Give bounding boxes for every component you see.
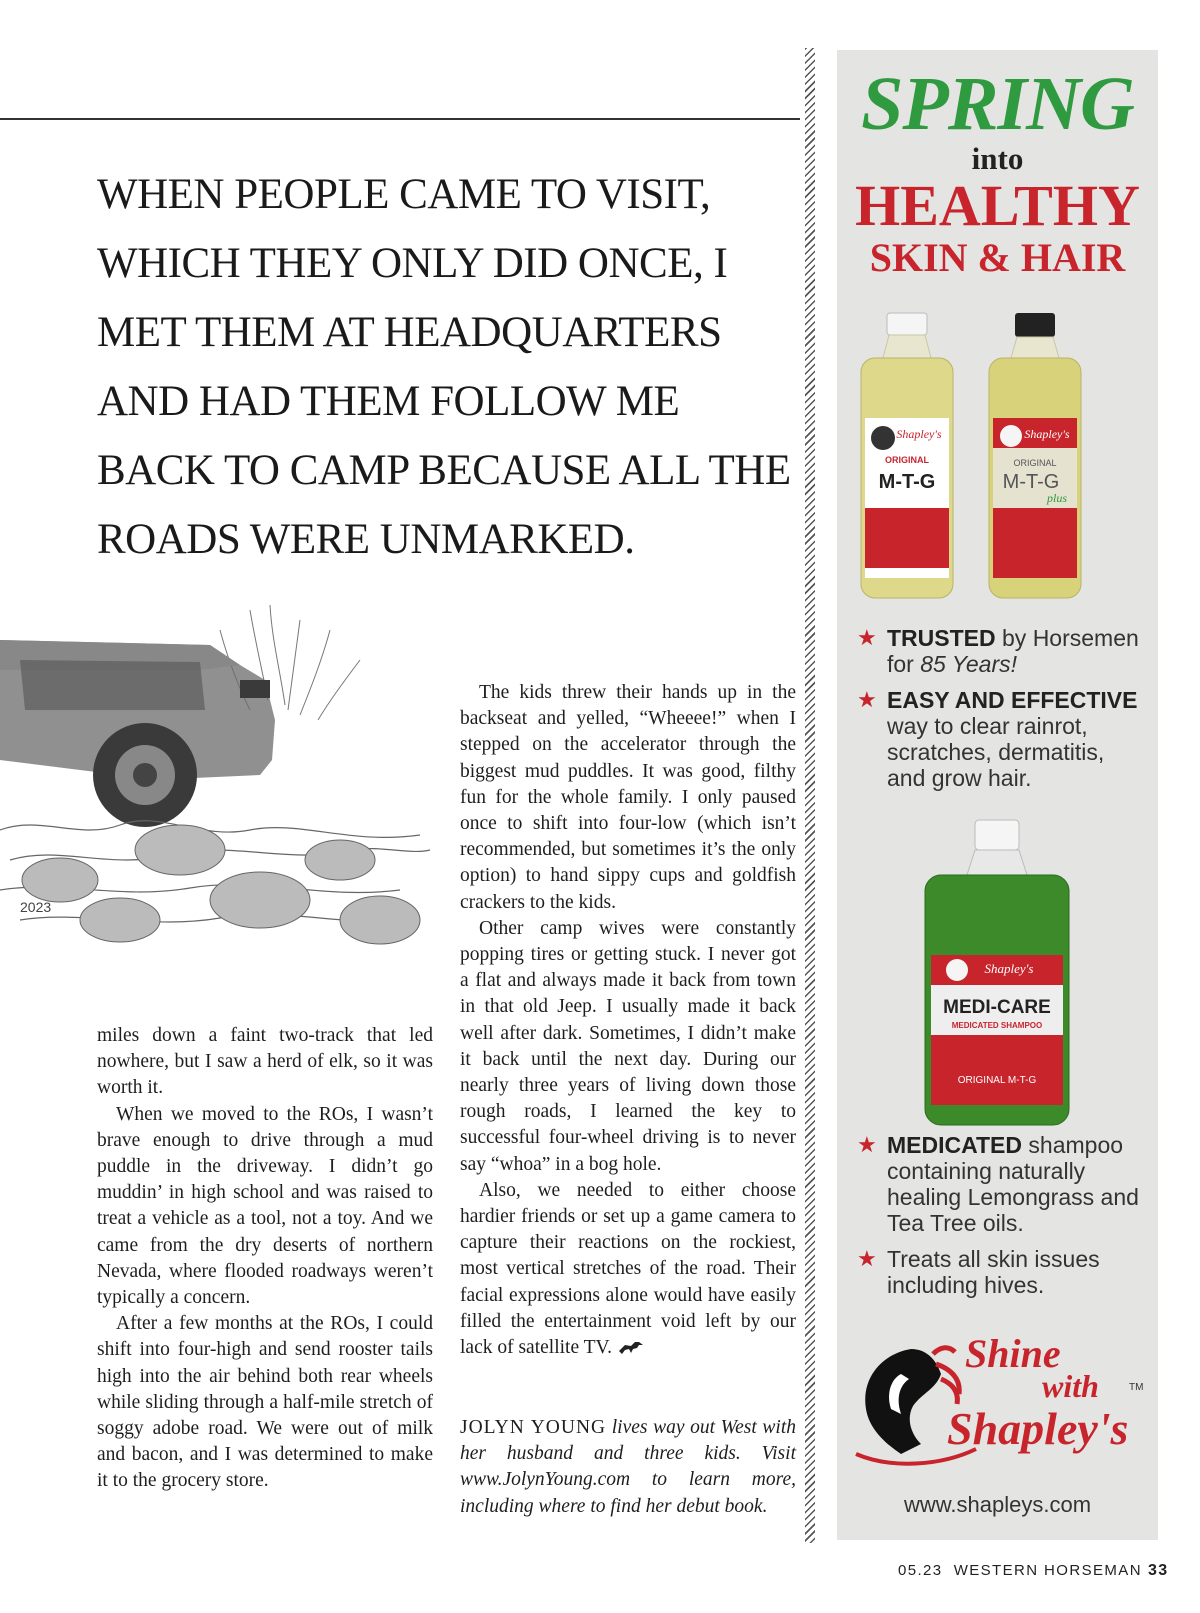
star-icon: ★ bbox=[857, 1246, 877, 1271]
bottle-brand: Shapley's bbox=[896, 427, 942, 441]
logo-trademark: TM bbox=[1129, 1382, 1144, 1393]
sketch-signature: 2023 bbox=[20, 899, 52, 915]
bullet-text: Treats all skin issues including hives. bbox=[887, 1246, 1100, 1298]
author-bio bbox=[460, 1415, 796, 1520]
top-rule bbox=[0, 118, 800, 120]
star-icon: ★ bbox=[857, 1132, 877, 1157]
bottle-brand: Shapley's bbox=[1024, 427, 1070, 441]
star-icon: ★ bbox=[857, 625, 877, 650]
logo-shine: Shine bbox=[965, 1331, 1061, 1376]
bullet-text: by Horsemen for bbox=[887, 625, 1139, 677]
paragraph: After a few months at the ROs, I could shift into four-high and send rooster tails high into the air behind both rear wheels while sliding through a half-mile stretch of soggy adobe road. We were out of milk and bacon, and I was determined to make it to the grocery store. bbox=[97, 1313, 433, 1492]
ad-headline-skin-hair: SKIN & HAIR bbox=[869, 235, 1126, 280]
pull-quote-line: WHEN PEOPLE CAME TO VISIT, bbox=[97, 171, 711, 218]
paragraph: When we moved to the ROs, I wasn’t brave enough to drive through a mud puddle in the driveway. I didn’t go muddin’ in high school and was raised to treat a vehicle as a tool, not a toy. And we came from the dry deserts of northern Nevada, where flooded roadways weren’t typically a concern. bbox=[97, 1103, 433, 1309]
shapleys-advertisement bbox=[837, 50, 1158, 1540]
ad-bullet bbox=[857, 625, 1147, 677]
bullet-text: shampoo containing naturally healing Lemongrass and Tea Tree oils. bbox=[887, 1132, 1139, 1236]
pull-quote-line: BACK TO CAMP BECAUSE ALL THE bbox=[97, 447, 791, 494]
bullet-italic: 85 Years! bbox=[920, 651, 1017, 677]
bottle-name: M-T-G bbox=[878, 471, 936, 493]
folio-page-number: 33 bbox=[1147, 1562, 1169, 1579]
ad-website: www.shapleys.com bbox=[903, 1492, 1092, 1517]
shapleys-logo bbox=[837, 1330, 1158, 1490]
medi-care-bottle bbox=[909, 815, 1085, 1130]
page-folio bbox=[898, 1562, 1169, 1580]
pull-quote-line: AND HAD THEM FOLLOW ME bbox=[97, 378, 680, 425]
bottle-sub: MEDICATED SHAMPOO bbox=[951, 1021, 1043, 1030]
ad-headline-spring: SPRING bbox=[861, 62, 1134, 146]
bullet-text: way to clear rainrot, scratches, dermatitis, and grow hair. bbox=[887, 713, 1105, 791]
paragraph-text: Also, we needed to either choose hardier friends or set up a game camera to capture their reactions on the rockiest, most vertical stretches of the road. Their facial expressions alone would have easily filled the entertainment void left by our lack of satellite TV. bbox=[460, 1179, 796, 1359]
folio-magazine: WESTERN HORSEMAN bbox=[953, 1562, 1142, 1579]
article-column-2 bbox=[460, 680, 796, 1361]
ad-headline-healthy: HEALTHY bbox=[855, 173, 1140, 238]
bottle-name: M-T-G bbox=[1002, 471, 1060, 493]
truck-sketch-illustration bbox=[0, 600, 440, 990]
bottle-line: ORIGINAL bbox=[885, 455, 929, 465]
ad-bullet bbox=[857, 1246, 1147, 1298]
bullet-bold: TRUSTED bbox=[887, 625, 996, 651]
bottle-brand: Shapley's bbox=[984, 961, 1034, 976]
ad-headline-into: into bbox=[971, 141, 1024, 176]
ad-bullets-top bbox=[857, 625, 1147, 801]
bottle-footer: ORIGINAL M-T-G bbox=[957, 1075, 1037, 1086]
pull-quote-line: WHICH THEY ONLY DID ONCE, I bbox=[97, 240, 728, 287]
folio-issue: 05.23 bbox=[898, 1562, 943, 1579]
column-divider bbox=[805, 48, 815, 1543]
bottle-line: ORIGINAL bbox=[1013, 458, 1057, 468]
ad-bullet bbox=[857, 1132, 1147, 1236]
logo-brand: Shapley's bbox=[947, 1403, 1129, 1454]
bullet-bold: EASY AND EFFECTIVE bbox=[887, 687, 1138, 713]
bottle-sub: plus bbox=[1046, 491, 1068, 505]
mtg-original-bottle bbox=[847, 308, 967, 603]
bullet-bold: MEDICATED bbox=[887, 1132, 1023, 1158]
pull-quote bbox=[97, 160, 791, 574]
author-name: JOLYN YOUNG bbox=[460, 1417, 607, 1438]
paragraph: The kids threw their hands up in the backseat and yelled, “Wheeee!” when I stepped on the accelerator through the biggest mud puddles. It was good, filthy fun for the whole family. I only paused once to shift into four-low (which isn’t recommended, but sometimes it’s the only option) to hand sippy cups and goldfish crackers to the kids. bbox=[460, 682, 796, 913]
paragraph bbox=[460, 1178, 796, 1361]
bottle-name: MEDI-CARE bbox=[943, 997, 1051, 1018]
paragraph: Other camp wives were constantly popping tires or getting stuck. I never got a flat and always made it back from town in that old Jeep. I usually made it back well after dark. Sometimes, I didn’t make it back until the next day. During our nearly three years of living down those rough roads, I learned the key to successful four-wheel driving is to never say “whoa” in a bog hole. bbox=[460, 917, 796, 1175]
ad-bullet bbox=[857, 687, 1147, 791]
author-bio-text: lives way out West with her husband and three kids. Visit www.JolynYoung.com to learn more, including where to find her debut book. bbox=[460, 1417, 796, 1517]
ad-bullets-bottom bbox=[857, 1132, 1147, 1308]
star-icon: ★ bbox=[857, 687, 877, 712]
pull-quote-line: ROADS WERE UNMARKED. bbox=[97, 516, 635, 563]
mtg-plus-bottle bbox=[975, 308, 1095, 603]
horse-end-mark-icon bbox=[617, 1339, 645, 1355]
pull-quote-line: MET THEM AT HEADQUARTERS bbox=[97, 309, 722, 356]
article-column-1 bbox=[97, 1023, 433, 1495]
logo-with: with bbox=[1042, 1368, 1099, 1404]
paragraph: miles down a faint two-track that led nowhere, but I saw a herd of elk, so it was worth it. bbox=[97, 1025, 433, 1099]
